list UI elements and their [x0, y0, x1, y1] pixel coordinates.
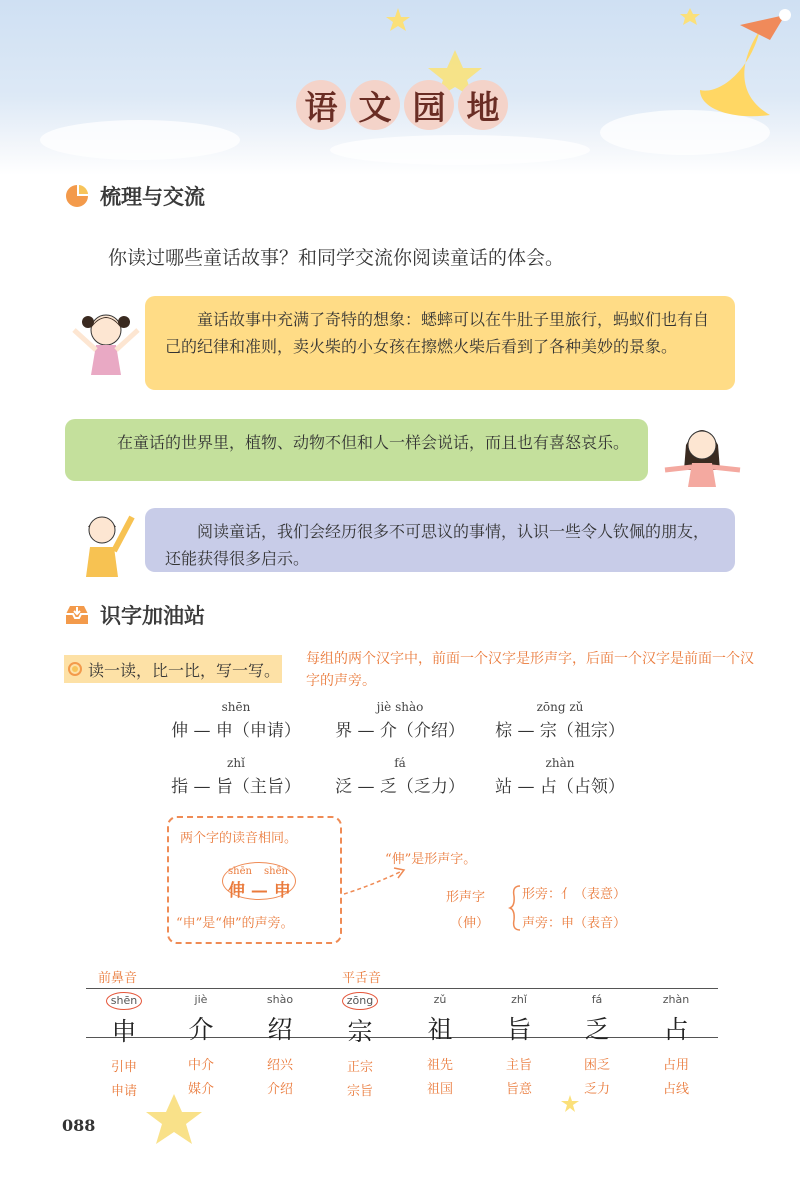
- table-label-front-nasal: 前鼻音: [98, 971, 138, 986]
- speech-bubble: 在童话的世界里，植物、动物不但和人一样会说话，而且也有喜怒哀乐。: [65, 419, 648, 481]
- pair-text: 伸 — 申（申请）: [171, 721, 301, 741]
- col-char: 旨: [506, 1015, 532, 1044]
- pair-pinyin: zōng zǔ: [536, 700, 584, 714]
- girl-illustration: [660, 415, 745, 490]
- pair-pinyin: zhàn: [545, 756, 575, 770]
- char-pair: [166, 756, 306, 797]
- col-pinyin: zǔ: [433, 993, 447, 1006]
- table-label-flat-tongue: 平舌音: [342, 971, 382, 986]
- star-icon: [386, 8, 410, 31]
- shengpang-text: 声旁：申（表音）: [522, 916, 627, 931]
- task-note: 每组的两个汉字中，前面一个汉字是形声字，后面一个汉字是前面一个汉字的声旁。: [306, 651, 754, 689]
- girl-illustration: [66, 300, 146, 380]
- box-bottom-text: “申”是“伸”的声旁。: [176, 916, 294, 931]
- pair-text: 泛 — 乏（乏力）: [335, 777, 465, 797]
- box-top-text: 两个字的读音相同。: [180, 831, 298, 846]
- intro-text: 你读过哪些童话故事？和同学交流你阅读童话的体会。: [108, 247, 565, 269]
- char-column: [405, 992, 475, 1102]
- char-column: [89, 992, 159, 1104]
- col-char: 申: [111, 1017, 137, 1046]
- pair-text: 界 — 介（介绍）: [335, 721, 465, 741]
- col-char: 乏: [584, 1015, 610, 1044]
- xingpang-text: 形旁：亻（表意）: [522, 887, 627, 902]
- col-word: 引申: [110, 1060, 137, 1075]
- col-pinyin: shào: [266, 993, 294, 1006]
- task-text: 读一读，比一比，写一写。: [88, 660, 281, 680]
- col-word: 乏力: [583, 1082, 610, 1097]
- moon-icon: [700, 30, 770, 116]
- char-column: [562, 992, 632, 1102]
- arrow-label: “伸”是形声字。: [385, 852, 477, 867]
- col-char: 占: [663, 1015, 689, 1044]
- col-word: 中介: [187, 1058, 214, 1073]
- xingsheng-label: 形声字: [446, 890, 486, 905]
- char-pair: [490, 756, 630, 797]
- pair-pinyin: fá: [394, 756, 406, 770]
- pair-pinyin: jiè shào: [376, 700, 424, 714]
- inbox-icon: [64, 603, 90, 627]
- char-column: [484, 992, 554, 1102]
- char-column: [641, 992, 711, 1102]
- star-icon: [680, 8, 700, 25]
- page-title: [296, 80, 508, 130]
- boy-illustration: [72, 505, 142, 580]
- col-pinyin: jiè: [194, 993, 208, 1006]
- col-word: 祖国: [426, 1082, 453, 1097]
- diagram-pinyin: shēn: [228, 866, 252, 877]
- speech-bubble: 童话故事中充满了奇特的想象：蟋蟀可以在牛肚子里旅行，蚂蚁们也有自己的纪律和准则，卖火柴的小女孩在擦燃火柴后看到了各种美妙的景象。: [145, 296, 735, 390]
- section-heading-review: [64, 181, 205, 211]
- diagram-pinyin: shēn: [264, 866, 288, 877]
- col-char: 绍: [267, 1015, 293, 1044]
- char-column: [245, 992, 315, 1102]
- col-pinyin: zhàn: [662, 993, 690, 1006]
- col-word: 正宗: [346, 1060, 373, 1075]
- col-word: 旨意: [505, 1082, 532, 1097]
- title-char: 园: [404, 80, 454, 130]
- char-pair: [490, 700, 630, 741]
- col-word: 媒介: [187, 1082, 214, 1097]
- col-word: 祖先: [426, 1058, 453, 1073]
- bullet-icon: [68, 662, 82, 676]
- char-pair: [330, 756, 470, 797]
- nightcap-icon: [740, 15, 785, 40]
- star-icon: [140, 1090, 210, 1150]
- speech-bubble: 阅读童话，我们会经历很多不可思议的事情，认识一些令人钦佩的朋友，还能获得很多启示。: [145, 508, 735, 572]
- task-label: [64, 655, 282, 683]
- pair-pinyin: shēn: [221, 700, 251, 714]
- col-pinyin: shēn: [106, 992, 142, 1010]
- char-pair: [330, 700, 470, 741]
- col-char: 宗: [347, 1017, 373, 1046]
- col-word: 占线: [662, 1082, 689, 1097]
- star-icon: [560, 1094, 580, 1114]
- col-char: 祖: [427, 1015, 453, 1044]
- table-rule: [86, 988, 718, 989]
- col-pinyin: zhǐ: [511, 993, 527, 1006]
- diagram-chars: 伸 — 申: [228, 881, 291, 901]
- char-column: [325, 992, 395, 1104]
- pair-text: 棕 — 宗（祖宗）: [495, 721, 625, 741]
- section-heading-literacy: [64, 600, 205, 630]
- col-char: 介: [188, 1015, 214, 1044]
- col-word: 申请: [110, 1084, 137, 1099]
- col-word: 介绍: [266, 1082, 293, 1097]
- pair-text: 站 — 占（占领）: [495, 777, 625, 797]
- col-pinyin: fá: [591, 993, 603, 1006]
- pair-text: 指 — 旨（主旨）: [171, 777, 301, 797]
- title-char: 文: [350, 80, 400, 130]
- page-number: 088: [62, 1116, 96, 1135]
- title-char: 地: [458, 80, 508, 130]
- pair-pinyin: zhǐ: [227, 756, 245, 770]
- col-word: 困乏: [583, 1058, 610, 1073]
- col-word: 主旨: [505, 1058, 532, 1073]
- char-pair: [166, 700, 306, 741]
- pie-icon: [64, 184, 90, 208]
- section-title: 识字加油站: [100, 604, 205, 628]
- col-word: 绍兴: [266, 1058, 293, 1073]
- title-char: 语: [296, 80, 346, 130]
- char-column: [166, 992, 236, 1102]
- col-word: 占用: [662, 1058, 689, 1073]
- col-word: 宗旨: [346, 1084, 373, 1099]
- brace-icon: [508, 884, 522, 932]
- col-pinyin: zōng: [342, 992, 378, 1010]
- section-title: 梳理与交流: [100, 185, 205, 209]
- xingsheng-example: （伸）: [450, 916, 490, 931]
